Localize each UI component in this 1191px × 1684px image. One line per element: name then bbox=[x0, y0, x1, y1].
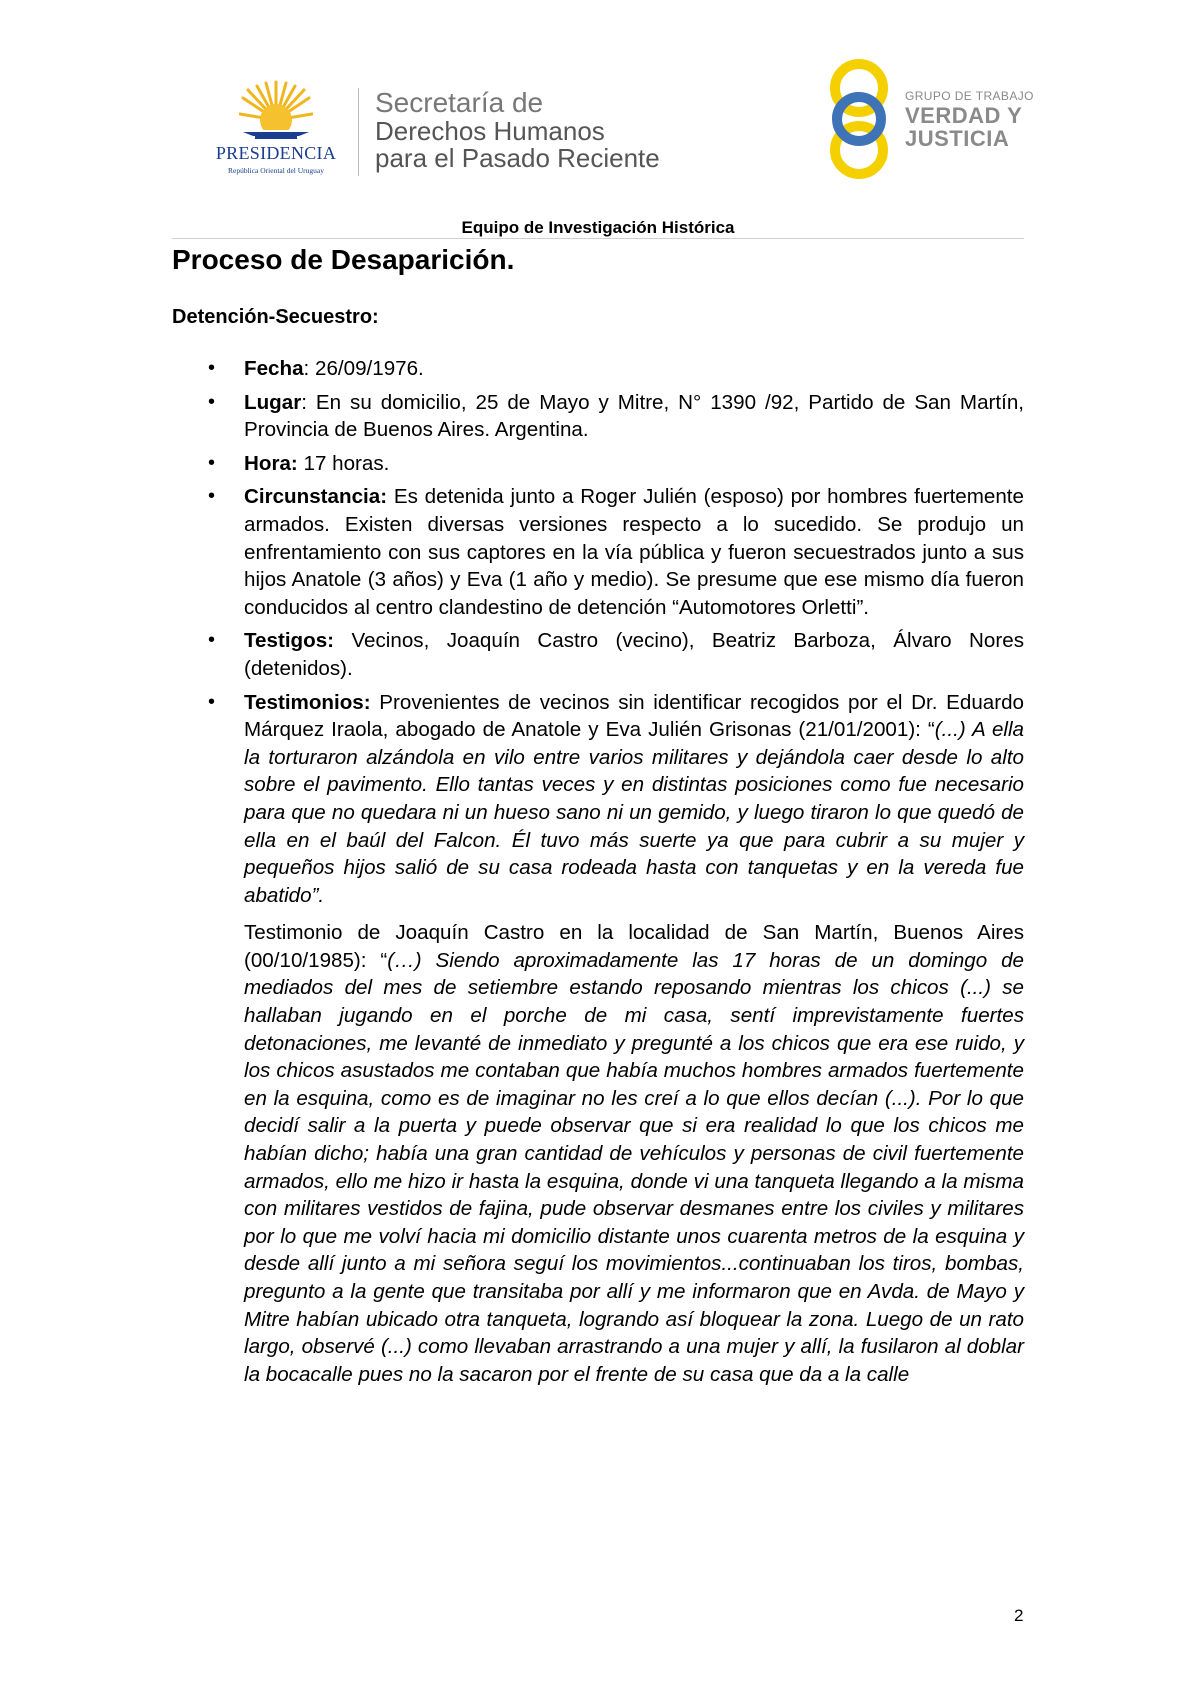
item-text: 26/09/1976. bbox=[314, 357, 424, 380]
list-item-circunstancia bbox=[172, 483, 1024, 621]
section-title: Detención-Secuestro: bbox=[172, 306, 379, 328]
bullet-icon: • bbox=[208, 690, 216, 713]
grupo-trabajo-logo bbox=[822, 58, 1042, 180]
presidencia-logo bbox=[196, 80, 356, 180]
item-separator bbox=[387, 485, 394, 508]
list-item-testimonios bbox=[172, 689, 1024, 910]
item-label: Lugar bbox=[244, 390, 302, 414]
item-text: Vecinos, Joaquín Castro (vecino), Beatriz Barboza, Álvaro Nores (detenidos). bbox=[244, 629, 1024, 680]
grupo-line3: JUSTICIA bbox=[905, 126, 1010, 151]
secretaria-line1: Secretaría de bbox=[375, 87, 544, 118]
item-label: Testimonios: bbox=[244, 690, 371, 714]
item-label: Fecha bbox=[244, 357, 304, 380]
testimony-castro bbox=[172, 919, 1024, 1388]
item-separator: : bbox=[301, 390, 316, 414]
presidencia-subtitle: República Oriental del Uruguay bbox=[227, 166, 324, 175]
item-label: Testigos: bbox=[244, 629, 335, 653]
item-label: Hora: bbox=[244, 451, 298, 475]
item-separator: : bbox=[303, 357, 315, 380]
page-title: Proceso de Desaparición. bbox=[172, 244, 515, 275]
grupo-line1: GRUPO DE TRABAJO bbox=[905, 89, 1034, 103]
secretaria-line3: para el Pasado Reciente bbox=[375, 143, 660, 173]
bullet-icon: • bbox=[208, 629, 216, 652]
bullet-icon: • bbox=[208, 390, 216, 413]
page-number: 2 bbox=[1014, 1606, 1024, 1625]
item-label: Circunstancia: bbox=[244, 485, 388, 509]
list-item-lugar bbox=[172, 389, 1024, 444]
item-separator bbox=[371, 691, 380, 714]
page-header bbox=[0, 0, 1191, 200]
bullet-icon: • bbox=[208, 485, 216, 508]
header-rule bbox=[172, 238, 1024, 239]
item-separator bbox=[334, 629, 351, 652]
bullet-icon: • bbox=[208, 451, 216, 474]
testimony-quote: (...) A ella la torturaron alzándola en vilo entre varios militares y dejándola caer desde lo alto sobre el pavimento. Ello tantas veces y en distintas posiciones como fue necesario para que no quedara ni un hueso sano ni un gemido, y luego tiraron lo que quedó de ella en el baúl del Falcon. Él tuvo más suerte ya que para cubrir a su mujer y pequeños hijos salió de su casa rodeada hasta con tanquetas y en la vereda fue abatido”. bbox=[244, 718, 1024, 907]
sun-icon bbox=[239, 80, 313, 142]
secretaria-logo bbox=[375, 88, 660, 172]
grupo-trabajo-text bbox=[905, 88, 1034, 150]
grupo-line2: VERDAD Y bbox=[905, 103, 1023, 128]
item-text: Provenientes de vecinos sin identificar recogidos por el Dr. Eduardo Márquez Iraola, abogado de Anatole y Eva Julién Grisonas (21/01/2001): “ bbox=[244, 690, 1024, 742]
testimony-intro: Testimonio de Joaquín Castro en la localidad de San Martín, Buenos Aires (00/10/1985): “ bbox=[244, 921, 1024, 972]
testimony-quote: (…) Siendo aproximadamente las 17 horas de un domingo de mediados del mes de setiembre estando reposando mientras los chicos (...) se hallaban jugando en el porche de mi casa, sentí imprevistamente fuertes detonaciones, me levanté de inmediato y pregunté a los chicos que era ese ruido, y los chicos asustados me contaban que había muchos hombres armados fuertemente en la esquina, como es de imaginar no les creí a lo que ellos decían (...). Por lo que decidí salir a la puerta y puede observar que si era realidad lo que los chicos me habían dicho; había una gran cantidad de vehículos y personas de civil fuertemente armados, ello me hizo ir hasta la esquina, donde vi una tanqueta llegando a la misma con militares vestidos de fajina, pude observar desmanes entre los civiles y militares por lo que me volví hacia mi domicilio distante unos cuarenta metros de la esquina y desde allí junto a mi señora seguí los movimientos...continuaban los tiros, bombas, pregunto a la gente que transitaba por allí y me informaron que en Avda. de Mayo y Mitre habían ubicado otra tanqueta, logrando así bloquear la zona. Luego de un rato largo, observé (...) como llevaban arrastrando a una mujer y allí, la fusilaron al doblar la bocacalle pues no la sacaron por el frente de su casa que da a la calle bbox=[244, 948, 1025, 1386]
logo-divider bbox=[358, 88, 359, 176]
list-item-fecha bbox=[172, 355, 1024, 383]
secretaria-line2: Derechos Humanos bbox=[375, 116, 605, 146]
list-item-hora bbox=[172, 450, 1024, 478]
item-text: Es detenida junto a Roger Julién (esposo) por hombres fuertemente armados. Existen diversas versiones respecto a lo sucedido. Se produjo un enfrentamiento con sus captores en la vía pública y fueron secuestrados junto a sus hijos Anatole (3 años) y Eva (1 año y medio). Se presume que ese mismo día fueron conducidos al centro clandestino de detención “Automotores Orletti”. bbox=[244, 485, 1024, 619]
item-text: 17 horas. bbox=[303, 451, 390, 475]
rings-icon bbox=[822, 58, 896, 180]
document-body bbox=[172, 355, 1024, 1388]
list-item-testigos bbox=[172, 627, 1024, 682]
item-text: En su domicilio, 25 de Mayo y Mitre, N° 1390 /92, Partido de San Martín, Provincia de Buenos Aires. Argentina. bbox=[244, 390, 1024, 442]
team-heading: Equipo de Investigación Histórica bbox=[461, 218, 735, 237]
bullet-icon: • bbox=[208, 357, 216, 379]
presidencia-name: PRESIDENCIA bbox=[215, 143, 337, 163]
